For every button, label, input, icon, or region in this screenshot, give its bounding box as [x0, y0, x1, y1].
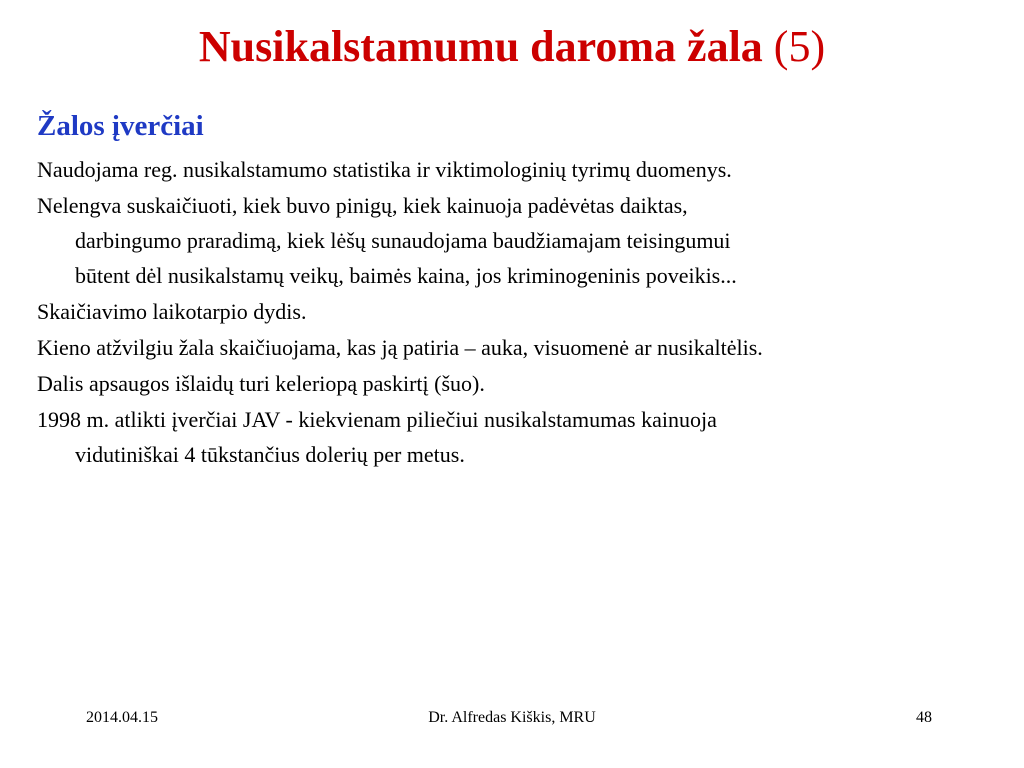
paragraph-line: Dalis apsaugos išlaidų turi keleriopą paskirtį (šuo). — [37, 371, 485, 397]
slide-title-number: (5) — [773, 22, 826, 71]
paragraph-line: Kieno atžvilgiu žala skaičiuojama, kas ją patiria – auka, visuomenė ar nusikaltėlis. — [37, 335, 763, 361]
paragraph-statistics — [37, 152, 997, 187]
footer-author: Dr. Alfredas Kiškis, MRU — [428, 709, 596, 726]
slide-body — [37, 108, 997, 473]
paragraph-line: Nelengva suskaičiuoti, kiek buvo pinigų, kiek kainuoja padėvėtas daiktas, — [37, 193, 688, 219]
slide-title — [0, 22, 1024, 73]
paragraph-usa-estimate — [37, 402, 997, 472]
paragraph-protection-costs — [37, 366, 997, 401]
paragraph-line: vidutiniškai 4 tūkstančius dolerių per metus. — [75, 442, 465, 468]
footer-date: 2014.04.15 — [86, 709, 158, 726]
paragraph-line: darbingumo praradimą, kiek lėšų sunaudojama baudžiamajam teisingumui — [75, 228, 731, 254]
paragraph-difficulty — [37, 188, 997, 293]
paragraph-line: 1998 m. atlikti įverčiai JAV - kiekvienam piliečiui nusikalstamumas kainuoja — [37, 407, 717, 433]
paragraph-perspective — [37, 330, 997, 365]
slide-title-main: Nusikalstamumu daroma žala — [198, 22, 763, 71]
paragraph-line: Skaičiavimo laikotarpio dydis. — [37, 299, 307, 325]
footer-page-number: 48 — [916, 709, 932, 726]
slide-subheading: Žalos įverčiai — [37, 110, 204, 142]
paragraph-line: Naudojama reg. nusikalstamumo statistika ir viktimologinių tyrimų duomenys. — [37, 157, 732, 183]
paragraph-period — [37, 294, 997, 329]
paragraph-line: būtent dėl nusikalstamų veikų, baimės kaina, jos kriminogeninis poveikis... — [75, 263, 737, 289]
